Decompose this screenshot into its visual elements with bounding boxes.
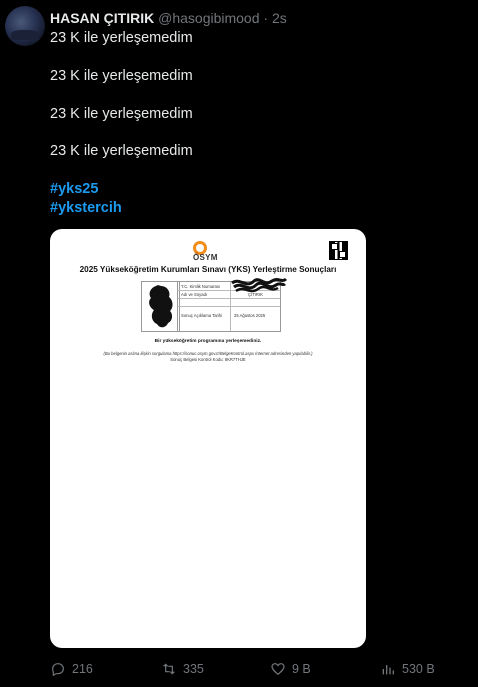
reply-button[interactable] — [50, 658, 93, 680]
avatar[interactable] — [5, 6, 45, 46]
heart-icon — [270, 661, 286, 677]
tweet-image[interactable] — [50, 229, 366, 648]
date-label: Sonuç Açıklama Tarihi — [181, 313, 223, 318]
qr-code-icon — [329, 241, 348, 260]
document-title: 2025 Yükseköğretim Kurumları Sınavı (YKS) Yerleştirme Sonuçları — [79, 265, 337, 274]
name-label: Adı ve Soyadı — [181, 292, 208, 297]
tweet-actions — [0, 658, 478, 680]
views-button[interactable] — [380, 658, 435, 680]
views-icon — [380, 661, 396, 677]
osym-logo — [193, 241, 229, 263]
views-count: 530 B — [402, 662, 435, 676]
hashtag-link[interactable]: #ykstercih — [50, 200, 122, 216]
tweet-line: 23 K ile yerleşemedim — [50, 106, 193, 122]
tweet-line: 23 K ile yerleşemedim — [50, 68, 193, 84]
reply-icon — [50, 661, 66, 677]
retweet-count: 335 — [183, 662, 204, 676]
author-handle[interactable]: @hasogibimood — [158, 10, 260, 26]
verify-text: (Bu belgenin aslına ilişkin sorgulama https://sonuc.osym.gov.tr/BelgeKontrol.aspx İnternet adresinden yapılabilir.) — [103, 351, 313, 356]
like-count: 9 B — [292, 662, 311, 676]
reply-count: 216 — [72, 662, 93, 676]
result-text: Bir yükseköğretim programına yerleşemediniz. — [154, 339, 262, 344]
tc-label: T.C. Kimlik Numarası — [181, 284, 221, 289]
separator: · — [263, 10, 269, 26]
osym-logo-text: ÖSYM — [193, 253, 218, 262]
hashtag-link[interactable]: #yks25 — [50, 181, 99, 197]
tweet-header — [50, 10, 287, 26]
verify-code-text: Sonuç Belgesi Kontrol Kodu: 8KR7THJE — [170, 357, 246, 362]
tweet-line: 23 K ile yerleşemedim — [50, 30, 193, 46]
tweet-time[interactable]: 2s — [271, 10, 287, 26]
photo-box — [141, 281, 180, 332]
tweet-line: 23 K ile yerleşemedim — [50, 143, 193, 159]
name-value: ÇITIRIK — [248, 292, 263, 297]
retweet-button[interactable] — [161, 658, 204, 680]
author-name[interactable]: HASAN ÇITIRIK — [50, 10, 155, 26]
date-value: 25 Ağustos 2025 — [234, 313, 266, 318]
result-document — [50, 229, 366, 648]
like-button[interactable] — [270, 658, 311, 680]
retweet-icon — [161, 661, 177, 677]
scribble-name-redaction-icon — [228, 273, 288, 297]
scribble-redaction-icon — [142, 282, 179, 331]
